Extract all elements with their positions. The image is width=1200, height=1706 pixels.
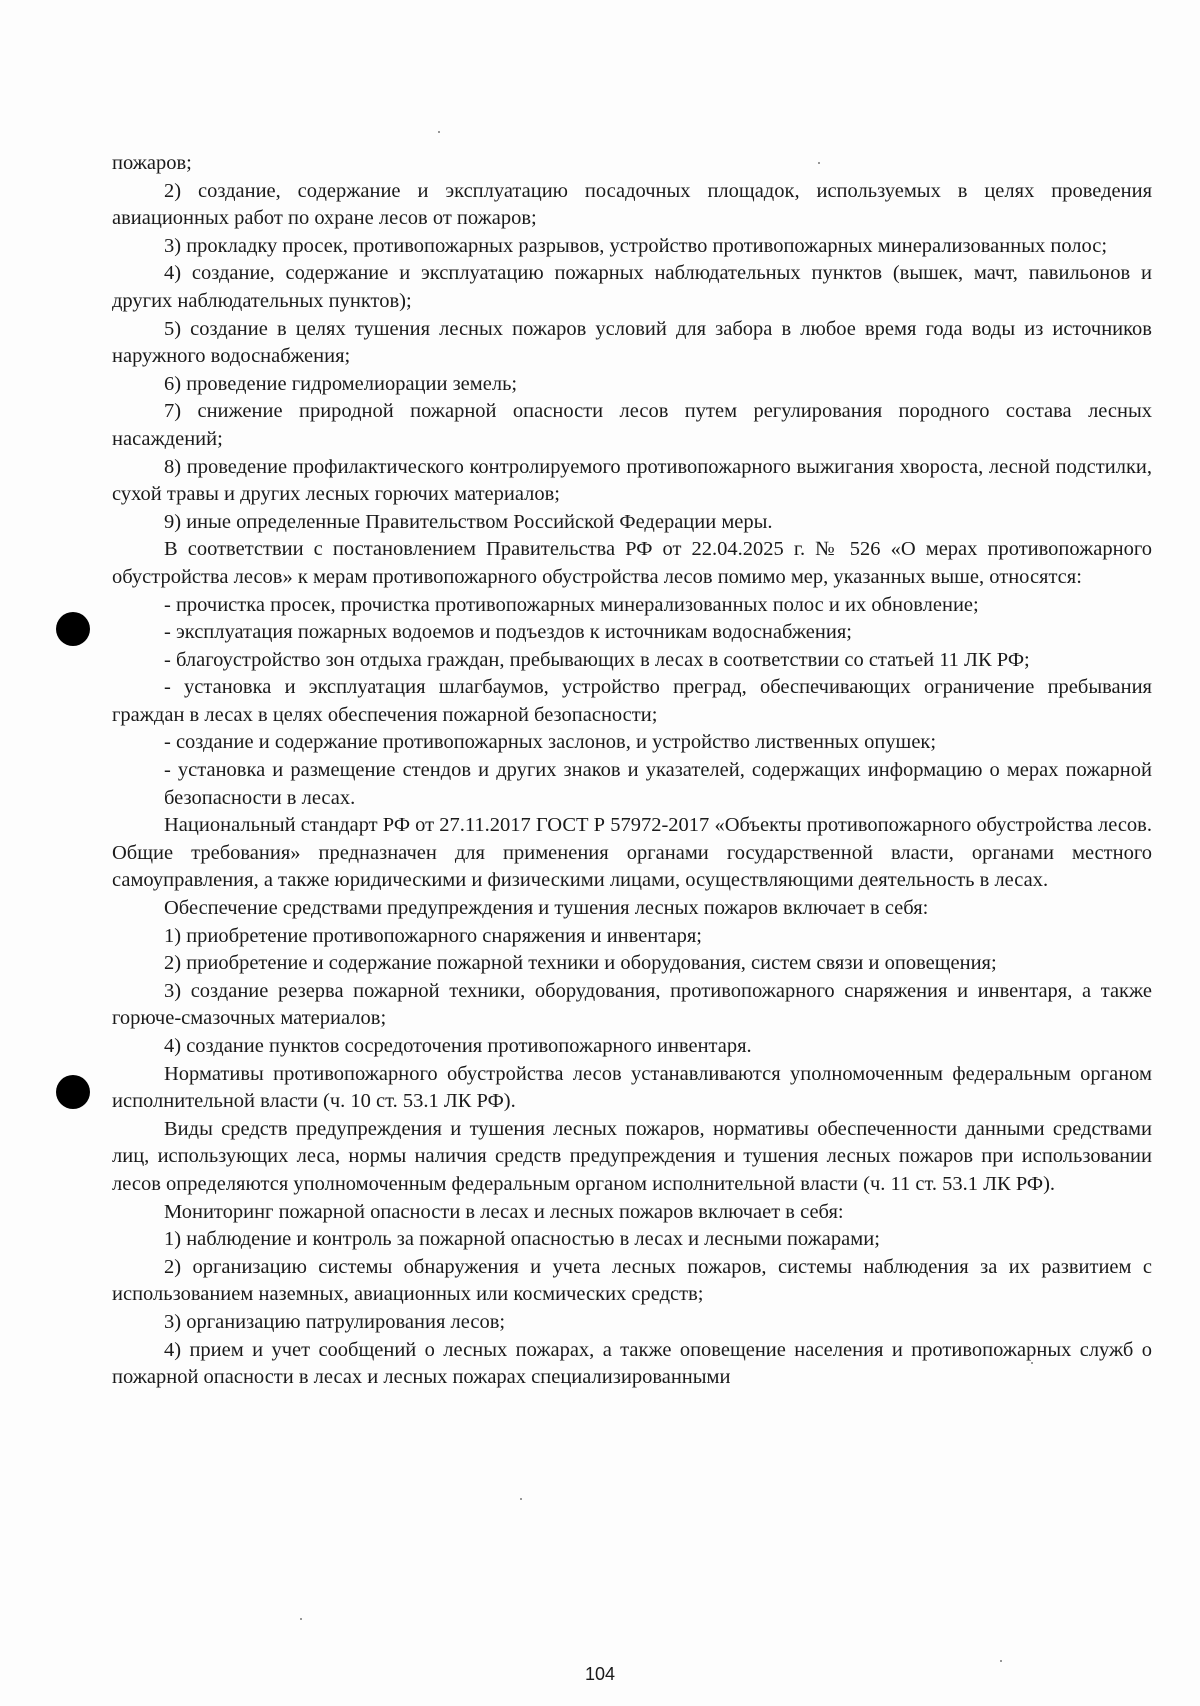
list-item: 7) снижение природной пожарной опасности лесов путем регулирования породного состава лесных насаждений; <box>112 400 1152 450</box>
paragraph: Национальный стандарт РФ от 27.11.2017 ГОСТ Р 57972-2017 «Объекты противопожарного обустройства лесов. Общие требования» предназначен для применения органами государственной власти, органами местного самоуправления, а также юридическими и физическими лицами, осуществляющими деятельность в лесах. <box>112 814 1152 892</box>
dash-list-item: - установка и эксплуатация шлагбаумов, устройство преград, обеспечивающих ограничение пребывания граждан в лесах в целях обеспечения пожарной безопасности; <box>112 676 1152 726</box>
dash-list-item: - установка и размещение стендов и других знаков и указателей, содержащих информацию о мерах пожарной безопасности в лесах. <box>164 759 1152 809</box>
paragraph: В соответствии с постановлением Правительства РФ от 22.04.2025 г. № 526 «О мерах противопожарного обустройства лесов» к мерам противопожарного обустройства лесов помимо мер, указанных выше, относятся: <box>112 538 1152 588</box>
dash-list-item: - создание и содержание противопожарных заслонов, и устройство лиственных опушек; <box>164 731 937 754</box>
list-item: 4) прием и учет сообщений о лесных пожарах, а также оповещение населения и противопожарных служб о пожарной опасности в лесах и лесных пожарах специализированными <box>112 1338 1152 1389</box>
page-number: 104 <box>584 1664 616 1684</box>
list-item: 1) приобретение противопожарного снаряжения и инвентаря; <box>164 924 702 947</box>
body-text <box>112 150 1152 1392</box>
list-item: 3) создание резерва пожарной техники, оборудования, противопожарного снаряжения и инвентаря, а также горюче-смазочных материалов; <box>112 979 1152 1030</box>
dash-list-item: - благоустройство зон отдыха граждан, пребывающих в лесах в соответствии со статьей 11 ЛК РФ; <box>164 648 1030 671</box>
list-item: 4) создание пунктов сосредоточения противопожарного инвентаря. <box>164 1035 752 1057</box>
list-item: 8) проведение профилактического контролируемого противопожарного выжигания хвороста, лесной подстилки, сухой травы и других лесных горючих материалов; <box>112 455 1152 506</box>
list-item: 2) создание, содержание и эксплуатацию посадочных площадок, используемых в целях проведения авиационных работ по охране лесов от пожаров; <box>112 179 1152 230</box>
dash-list-item: - прочистка просек, прочистка противопожарных минерализованных полос и их обновление; <box>164 593 979 616</box>
list-item: 5) создание в целях тушения лесных пожаров условий для забора в любое время года воды из источников наружного водоснабжения; <box>112 317 1152 368</box>
paragraph: Мониторинг пожарной опасности в лесах и лесных пожаров включает в себя: <box>164 1200 844 1223</box>
punch-hole-mark <box>56 612 90 646</box>
scan-speck <box>438 131 440 133</box>
list-item: 3) прокладку просек, противопожарных разрывов, устройство противопожарных минерализованных полос; <box>164 234 1108 257</box>
list-item: 3) организацию патрулирования лесов; <box>164 1310 506 1333</box>
list-item: 2) приобретение и содержание пожарной техники и оборудования, систем связи и оповещения; <box>164 952 997 975</box>
scan-speck <box>300 1618 302 1620</box>
paragraph: Нормативы противопожарного обустройства лесов устанавливаются уполномоченным федеральным органом исполнительной власти (ч. 10 ст. 53.1 ЛК РФ). <box>112 1062 1152 1113</box>
punch-hole-mark <box>56 1075 90 1109</box>
list-item: 6) проведение гидромелиорации земель; <box>164 372 518 395</box>
list-item: 1) наблюдение и контроль за пожарной опасностью в лесах и лесными пожарами; <box>164 1228 880 1251</box>
list-item: 9) иные определенные Правительством Российской Федерации меры. <box>164 510 773 533</box>
scan-speck <box>1000 1660 1002 1662</box>
paragraph: Обеспечение средствами предупреждения и тушения лесных пожаров включает в себя: <box>164 897 929 920</box>
list-item: 4) создание, содержание и эксплуатацию пожарных наблюдательных пунктов (вышек, мачт, павильонов и других наблюдательных пунктов); <box>112 262 1152 312</box>
list-item: 2) организацию системы обнаружения и учета лесных пожаров, системы наблюдения за их развитием с использованием наземных, авиационных или космических средств; <box>112 1255 1152 1306</box>
dash-list-item: - эксплуатация пожарных водоемов и подъездов к источникам водоснабжения; <box>164 621 852 644</box>
paragraph: пожаров; <box>112 152 192 174</box>
scan-speck <box>520 1498 522 1500</box>
paragraph: Виды средств предупреждения и тушения лесных пожаров, нормативы обеспеченности данными средствами лиц, использующих леса, нормы наличия средств предупреждения и тушения лесных пожаров при использовании лесов определяются уполномоченным федеральным органом исполнительной власти (ч. 11 ст. 53.1 ЛК РФ). <box>112 1117 1152 1195</box>
